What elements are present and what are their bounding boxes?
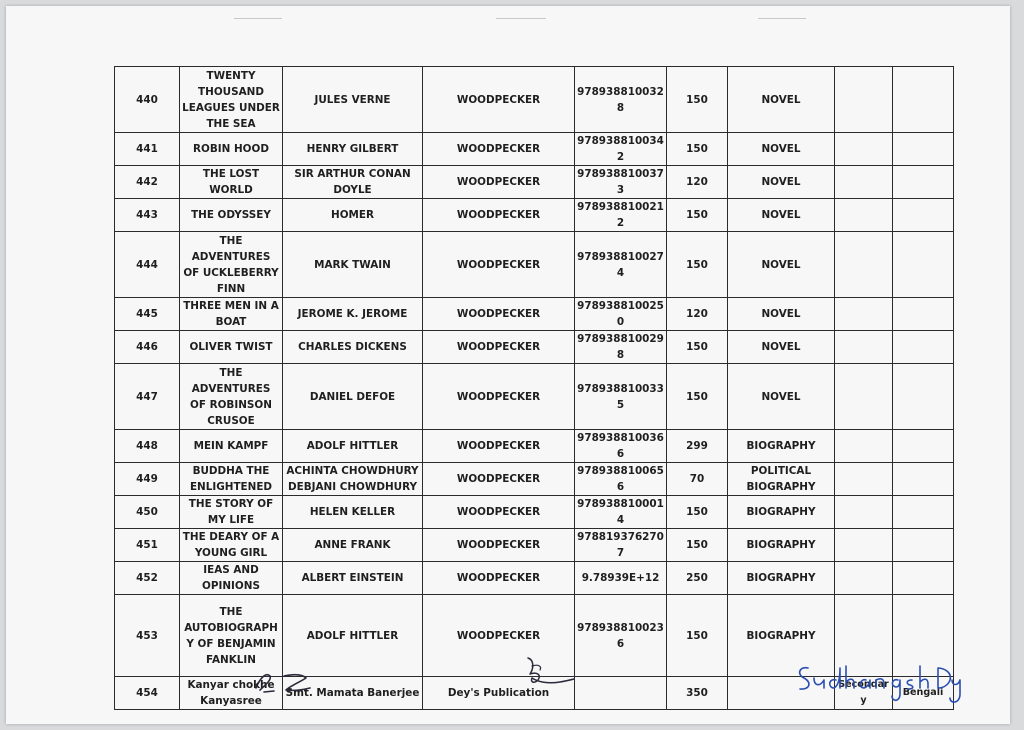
cell-author: HELEN KELLER [283,496,423,529]
cell-price: 120 [667,298,728,331]
scan-mark-left [234,18,282,19]
cell-price: 150 [667,496,728,529]
cell-title: THE DEARY OF A YOUNG GIRL [180,529,283,562]
table-row [115,298,954,331]
cell-isbn: 9789388100298 [575,331,667,364]
cell-isbn: 9789388100236 [575,595,667,677]
cell-language [893,166,954,199]
cell-publisher: WOODPECKER [423,430,575,463]
cell-title: BUDDHA THE ENLIGHTENED [180,463,283,496]
signature-stroke [907,680,913,689]
signature-stroke [256,675,274,692]
cell-sl-no: 449 [115,463,180,496]
signature-stroke [830,668,840,688]
cell-sl-no: 442 [115,166,180,199]
table-row [115,463,954,496]
cell-publisher: WOODPECKER [423,298,575,331]
cell-isbn: 9789388100274 [575,232,667,298]
cell-publisher: WOODPECKER [423,331,575,364]
cell-isbn: 9789388100373 [575,166,667,199]
cell-language [893,562,954,595]
cell-publisher: WOODPECKER [423,199,575,232]
cell-language [893,430,954,463]
cell-price: 150 [667,364,728,430]
cell-author: ADOLF HITTLER [283,430,423,463]
cell-author: HOMER [283,199,423,232]
cell-category: NOVEL [728,67,835,133]
table-row [115,166,954,199]
signature-stroke [950,680,960,702]
cell-price: 150 [667,67,728,133]
cell-publisher: WOODPECKER [423,364,575,430]
table-row [115,133,954,166]
cell-sl-no: 450 [115,496,180,529]
cell-author: JULES VERNE [283,67,423,133]
cell-author: SIR ARTHUR CONAN DOYLE [283,166,423,199]
table-row [115,364,954,430]
cell-sl-no: 451 [115,529,180,562]
cell-level [835,133,893,166]
cell-price: 150 [667,331,728,364]
cell-publisher: Dey's Publication [423,677,575,710]
cell-price: 250 [667,562,728,595]
cell-language [893,199,954,232]
cell-category: NOVEL [728,166,835,199]
cell-level [835,298,893,331]
signature-stroke [800,668,809,689]
cell-level [835,529,893,562]
cell-level: Secondary [835,677,893,710]
cell-sl-no: 452 [115,562,180,595]
cell-isbn: 9789388100250 [575,298,667,331]
cell-level [835,463,893,496]
cell-publisher: WOODPECKER [423,529,575,562]
table-row [115,562,954,595]
cell-level [835,331,893,364]
cell-author: HENRY GILBERT [283,133,423,166]
cell-author: ADOLF HITTLER [283,595,423,677]
table-row [115,430,954,463]
cell-sl-no: 447 [115,364,180,430]
cell-author: MARK TWAIN [283,232,423,298]
cell-price: 150 [667,133,728,166]
cell-isbn: 9789388100328 [575,67,667,133]
cell-level [835,430,893,463]
cell-publisher: WOODPECKER [423,496,575,529]
cell-title: THE STORY OF MY LIFE [180,496,283,529]
cell-category: NOVEL [728,133,835,166]
cell-title: THE ADVENTURES OF UCKLEBERRY FINN [180,232,283,298]
cell-sl-no: 445 [115,298,180,331]
cell-category: NOVEL [728,199,835,232]
cell-publisher: WOODPECKER [423,133,575,166]
cell-author: ACHINTA CHOWDHURY DEBJANI CHOWDHURY [283,463,423,496]
cell-price: 299 [667,430,728,463]
cell-author: ALBERT EINSTEIN [283,562,423,595]
cell-level [835,496,893,529]
table-row [115,67,954,133]
signature-stroke [876,679,884,688]
cell-author: JEROME K. JEROME [283,298,423,331]
cell-isbn: 9789388100366 [575,430,667,463]
cell-category: BIOGRAPHY [728,562,835,595]
signature-stroke [284,675,310,691]
cell-sl-no: 454 [115,677,180,710]
cell-isbn: 9789388100212 [575,199,667,232]
cell-isbn: 9789388100335 [575,364,667,430]
cell-language [893,496,954,529]
signature-stroke [860,680,870,688]
cell-language [893,463,954,496]
cell-title: THE AUTOBIOGRAPHY OF BENJAMIN FANKLIN [180,595,283,677]
table-row [115,199,954,232]
cell-publisher: WOODPECKER [423,463,575,496]
cell-category: NOVEL [728,364,835,430]
cell-level [835,199,893,232]
table-row [115,496,954,529]
cell-price: 150 [667,529,728,562]
cell-title: OLIVER TWIST [180,331,283,364]
cell-price: 150 [667,595,728,677]
cell-sl-no: 441 [115,133,180,166]
cell-category: BIOGRAPHY [728,529,835,562]
cell-language [893,364,954,430]
signature-stroke [814,678,824,688]
cell-author: ANNE FRANK [283,529,423,562]
scan-mark-right [758,18,806,19]
table-row [115,232,954,298]
cell-sl-no: 444 [115,232,180,298]
scan-mark-center [496,18,546,19]
cell-publisher: WOODPECKER [423,232,575,298]
table-row [115,331,954,364]
cell-sl-no: 453 [115,595,180,677]
cell-isbn: 9.78939E+12 [575,562,667,595]
cell-category: NOVEL [728,298,835,331]
signature-stroke [938,668,950,688]
cell-price: 350 [667,677,728,710]
cell-price: 150 [667,199,728,232]
signature-initials-center [520,652,580,694]
cell-language [893,331,954,364]
cell-isbn: 9788193762707 [575,529,667,562]
signature-stroke [846,666,854,688]
cell-title: THE LOST WORLD [180,166,283,199]
signature-stroke [528,658,574,683]
cell-author: CHARLES DICKENS [283,331,423,364]
cell-publisher: WOODPECKER [423,166,575,199]
cell-level [835,67,893,133]
cell-price: 70 [667,463,728,496]
cell-price: 120 [667,166,728,199]
table-row [115,529,954,562]
cell-category: BIOGRAPHY [728,595,835,677]
cell-title: THREE MEN IN A BOAT [180,298,283,331]
cell-sl-no: 448 [115,430,180,463]
cell-language [893,133,954,166]
signature-handwritten-right [792,656,968,710]
cell-title: IEAS AND OPINIONS [180,562,283,595]
cell-category: POLITICAL BIOGRAPHY [728,463,835,496]
cell-isbn: 9789388100014 [575,496,667,529]
cell-isbn: 9789388100656 [575,463,667,496]
cell-title: TWENTY THOUSAND LEAGUES UNDER THE SEA [180,67,283,133]
signature-stroke [920,666,928,688]
cell-title: THE ADVENTURES OF ROBINSON CRUSOE [180,364,283,430]
cell-isbn [575,677,667,710]
cell-level [835,364,893,430]
cell-author: DANIEL DEFOE [283,364,423,430]
book-list-table [114,66,954,710]
cell-price: 150 [667,232,728,298]
cell-sl-no: 440 [115,67,180,133]
cell-publisher: WOODPECKER [423,595,575,677]
cell-level [835,166,893,199]
cell-level [835,562,893,595]
cell-category: NOVEL [728,232,835,298]
cell-title: Kanyar chokhe Kanyasree [180,677,283,710]
signature-initials-left [250,662,340,698]
cell-publisher: WOODPECKER [423,562,575,595]
cell-publisher: WOODPECKER [423,67,575,133]
cell-sl-no: 443 [115,199,180,232]
cell-title: ROBIN HOOD [180,133,283,166]
cell-level [835,232,893,298]
signature-stroke [892,680,900,701]
cell-language [893,67,954,133]
cell-title: MEIN KAMPF [180,430,283,463]
cell-language: Bengali [893,677,954,710]
cell-sl-no: 446 [115,331,180,364]
cell-language [893,529,954,562]
cell-isbn: 9789388100342 [575,133,667,166]
cell-category: NOVEL [728,331,835,364]
cell-author: Smt. Mamata Banerjee [283,677,423,710]
cell-language [893,232,954,298]
cell-title: THE ODYSSEY [180,199,283,232]
cell-category: BIOGRAPHY [728,496,835,529]
cell-language [893,298,954,331]
cell-category: BIOGRAPHY [728,430,835,463]
